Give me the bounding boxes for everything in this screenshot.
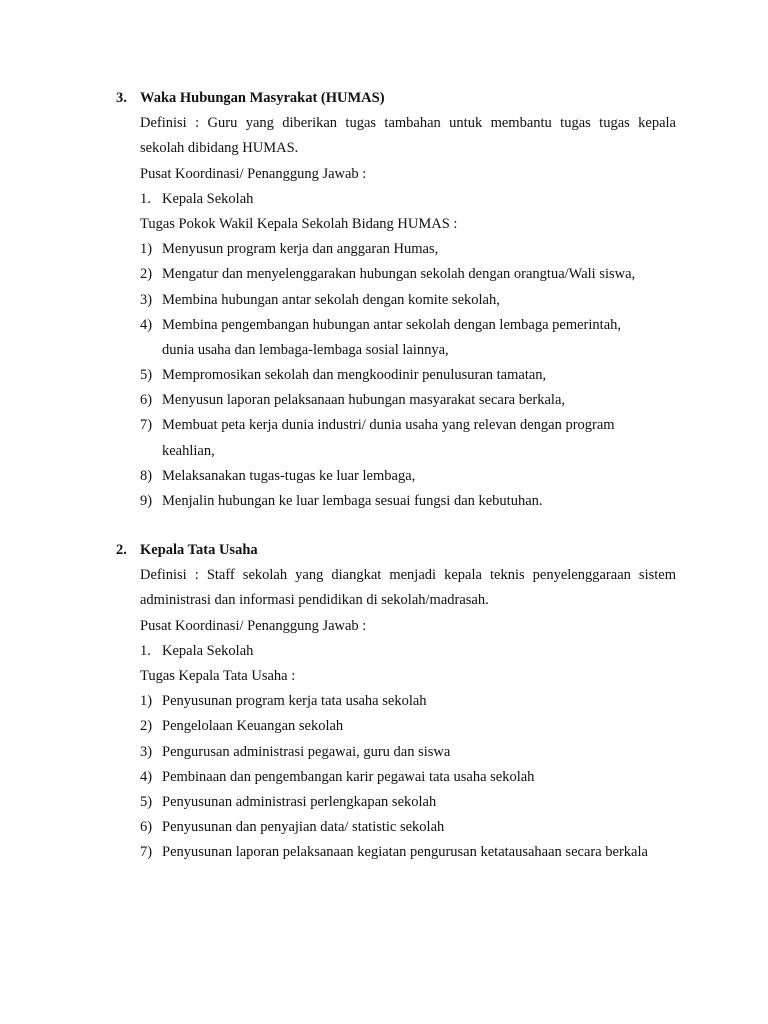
definition-line: administrasi dan informasi pendidikan di sekolah/madrasah.: [140, 592, 489, 609]
item-number: 4): [140, 316, 153, 333]
item-text: Menjalin hubungan ke luar lembaga sesuai fungsi dan kebutuhan.: [162, 493, 543, 509]
item-number: 7): [140, 417, 153, 434]
item-number: 5): [140, 793, 153, 810]
list-item: [116, 489, 676, 514]
item-number: 8): [140, 467, 153, 484]
item-number: 1.: [140, 190, 151, 207]
section-heading: [116, 86, 676, 111]
definition-line: sekolah dibidang HUMAS.: [140, 140, 299, 157]
item-text: Membuat peta kerja dunia industri/ dunia usaha yang relevan dengan program: [162, 417, 615, 434]
coordinator-item: [116, 187, 676, 212]
item-text: Kepala Sekolah: [162, 642, 254, 659]
item-number: 4): [140, 768, 153, 785]
list-item: [116, 740, 676, 765]
list-item: [116, 689, 676, 714]
definition-line: Definisi : Staff sekolah yang diangkat menjadi kepala teknis penyelenggaraan sistem: [140, 567, 676, 584]
list-item: [116, 363, 676, 388]
list-item: [116, 262, 676, 287]
section-tata-usaha: [116, 538, 676, 865]
item-text: Menyusun laporan pelaksanaan hubungan masyarakat secara berkala,: [162, 392, 566, 409]
list-item: [116, 714, 676, 739]
item-number: 9): [140, 493, 153, 509]
list-item: [116, 815, 676, 840]
list-item-continuation: keahlian,: [162, 442, 215, 459]
item-text: Pembinaan dan pengembangan karir pegawai tata usaha sekolah: [162, 768, 535, 785]
list-item: [116, 464, 676, 489]
list-item: [116, 413, 676, 438]
list-item: [116, 790, 676, 815]
item-text: Menyusun program kerja dan anggaran Humas,: [162, 241, 439, 258]
item-text: Pengelolaan Keuangan sekolah: [162, 718, 344, 735]
tasks-label: Tugas Pokok Wakil Kepala Sekolah Bidang HUMAS :: [140, 215, 458, 232]
item-number: 2): [140, 266, 153, 283]
item-number: 6): [140, 819, 153, 836]
item-text: Penyusunan administrasi perlengkapan sekolah: [162, 793, 437, 810]
item-number: 1): [140, 693, 153, 710]
list-item: [116, 765, 676, 790]
item-text: Penyusunan program kerja tata usaha sekolah: [162, 693, 427, 710]
item-number: 3): [140, 291, 153, 308]
definition-line: Definisi : Guru yang diberikan tugas tambahan untuk membantu tugas tugas kepala: [140, 115, 676, 132]
section-heading: [116, 538, 676, 563]
item-text: Melaksanakan tugas-tugas ke luar lembaga,: [162, 467, 416, 484]
item-number: 2): [140, 718, 153, 735]
section-number: 3.: [116, 90, 127, 106]
item-text: Membina pengembangan hubungan antar sekolah dengan lembaga pemerintah,: [162, 316, 622, 333]
item-number: 1): [140, 241, 153, 258]
tasks-label: Tugas Kepala Tata Usaha :: [140, 667, 296, 684]
item-number: 3): [140, 743, 153, 760]
item-text: Membina hubungan antar sekolah dengan komite sekolah,: [162, 291, 500, 308]
section-humas: [116, 86, 676, 514]
section-title: Kepala Tata Usaha: [140, 542, 258, 558]
list-item: [116, 288, 676, 313]
coordinator-label: Pusat Koordinasi/ Penanggung Jawab :: [140, 617, 367, 634]
item-text: Penyusunan dan penyajian data/ statistic sekolah: [162, 819, 445, 836]
item-text: Kepala Sekolah: [162, 190, 254, 207]
item-text: Mengatur dan menyelenggarakan hubungan sekolah dengan orangtua/Wali siswa,: [162, 266, 636, 283]
item-number: 5): [140, 367, 153, 384]
item-text: Penyusunan laporan pelaksanaan kegiatan pengurusan ketatausahaan secara berkala: [162, 844, 648, 861]
list-item-continuation: dunia usaha dan lembaga-lembaga sosial lainnya,: [162, 341, 449, 358]
coordinator-label: Pusat Koordinasi/ Penanggung Jawab :: [140, 165, 367, 182]
item-text: Mempromosikan sekolah dan mengkoodinir penulusuran tamatan,: [162, 367, 547, 384]
item-number: 6): [140, 392, 153, 409]
item-number: 1.: [140, 642, 151, 659]
list-item: [116, 313, 676, 338]
section-number: 2.: [116, 542, 127, 558]
section-title: Waka Hubungan Masyrakat (HUMAS): [140, 90, 385, 106]
coordinator-item: [116, 639, 676, 664]
item-text: Pengurusan administrasi pegawai, guru dan siswa: [162, 743, 451, 760]
list-item: [116, 388, 676, 413]
list-item: [116, 840, 676, 865]
item-number: 7): [140, 844, 153, 861]
list-item: [116, 237, 676, 262]
